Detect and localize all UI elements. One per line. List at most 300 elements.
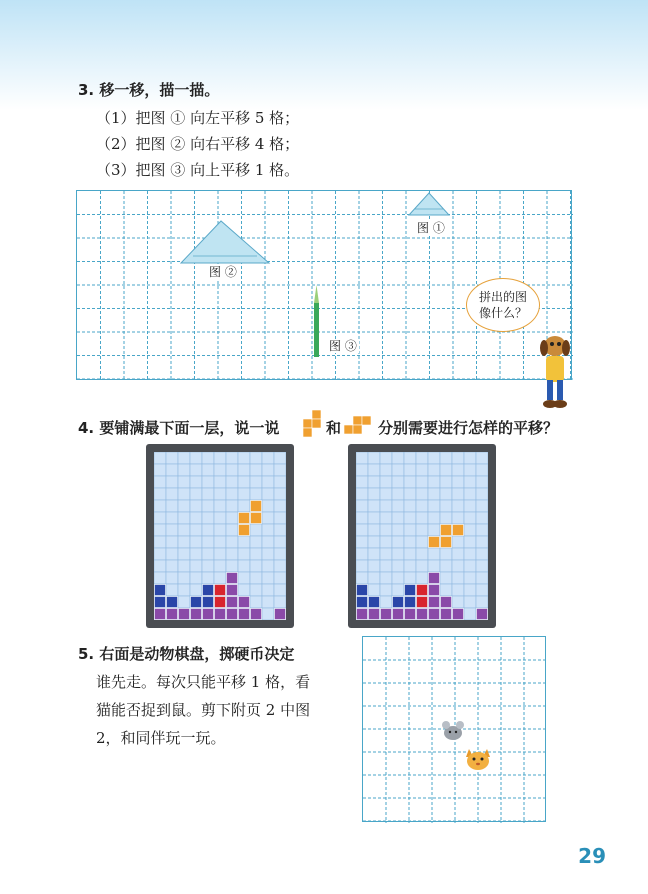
stacked-block <box>251 609 262 620</box>
board-cell <box>238 452 250 464</box>
board-cell <box>202 536 214 548</box>
board-cell <box>464 464 476 476</box>
board-cell <box>380 464 392 476</box>
stacked-block <box>381 609 392 620</box>
z-piece-icon <box>300 408 324 438</box>
stacked-block <box>203 609 214 620</box>
board-cell <box>166 572 178 584</box>
board-cell <box>178 536 190 548</box>
stacked-block <box>215 609 226 620</box>
board-cell <box>416 464 428 476</box>
board-cell <box>392 512 404 524</box>
speech-bubble <box>466 278 540 332</box>
stacked-block <box>429 597 440 608</box>
board-cell <box>226 500 238 512</box>
board-cell <box>416 548 428 560</box>
animal-board[interactable] <box>362 636 546 822</box>
board-cell <box>380 512 392 524</box>
board-cell <box>226 524 238 536</box>
figure-3-pen[interactable] <box>314 285 319 357</box>
board-cell <box>380 488 392 500</box>
board-cell <box>202 512 214 524</box>
board-cell <box>274 464 286 476</box>
board-cell <box>262 488 274 500</box>
board-cell <box>238 476 250 488</box>
board-cell <box>178 548 190 560</box>
board-cell <box>250 572 262 584</box>
board-cell <box>166 512 178 524</box>
falling-block <box>453 525 464 536</box>
stacked-block <box>405 609 416 620</box>
board-cell <box>392 476 404 488</box>
board-cell <box>202 464 214 476</box>
board-cell <box>356 536 368 548</box>
board-cell <box>416 524 428 536</box>
falling-block <box>251 513 262 524</box>
board-cell <box>464 500 476 512</box>
board-cell <box>202 524 214 536</box>
board-cell <box>190 452 202 464</box>
stacked-block <box>203 585 214 596</box>
board-cell <box>190 488 202 500</box>
q4-and: 和 <box>326 419 342 437</box>
board-cell <box>452 596 464 608</box>
stacked-block <box>227 573 238 584</box>
animal-board-lines <box>363 637 547 823</box>
board-cell <box>416 452 428 464</box>
board-cell <box>440 488 452 500</box>
board-cell <box>476 548 488 560</box>
stacked-block <box>227 585 238 596</box>
q5-line-4: 2，和同伴玩一玩。 <box>96 729 226 747</box>
stacked-block <box>155 585 166 596</box>
board-cell <box>464 512 476 524</box>
stacked-block <box>357 585 368 596</box>
board-cell <box>476 488 488 500</box>
board-cell <box>368 476 380 488</box>
board-cell <box>440 464 452 476</box>
q5-line-2: 谁先走。每次只能平移 1 格，看 <box>96 673 311 691</box>
board-cell <box>416 476 428 488</box>
board-cell <box>404 548 416 560</box>
board-cell <box>166 500 178 512</box>
board-cell <box>262 476 274 488</box>
stacked-block <box>227 609 238 620</box>
q3-heading: 3. 移一移，描一描。 <box>78 81 220 99</box>
board-cell <box>202 560 214 572</box>
board-cell <box>392 536 404 548</box>
board-cell <box>178 464 190 476</box>
board-cell <box>440 572 452 584</box>
board-cell <box>476 524 488 536</box>
board-cell <box>154 548 166 560</box>
board-cell <box>214 560 226 572</box>
falling-block <box>239 525 250 536</box>
board-cell <box>190 548 202 560</box>
board-cell <box>416 500 428 512</box>
board-cell <box>416 536 428 548</box>
board-cell <box>250 524 262 536</box>
board-cell <box>392 452 404 464</box>
stacked-block <box>203 597 214 608</box>
board-cell <box>476 536 488 548</box>
stacked-block <box>441 609 452 620</box>
board-cell <box>250 452 262 464</box>
board-cell <box>190 536 202 548</box>
board-cell <box>202 500 214 512</box>
board-cell <box>452 560 464 572</box>
board-cell <box>238 464 250 476</box>
stacked-block <box>429 585 440 596</box>
board-cell <box>154 524 166 536</box>
board-cell <box>380 572 392 584</box>
board-cell <box>428 452 440 464</box>
board-cell <box>214 452 226 464</box>
board-cell <box>440 584 452 596</box>
board-cell <box>238 536 250 548</box>
board-cell <box>452 572 464 584</box>
board-cell <box>368 548 380 560</box>
board-cell <box>190 560 202 572</box>
board-cell <box>416 512 428 524</box>
board-cell <box>380 536 392 548</box>
board-cell <box>178 452 190 464</box>
board-cell <box>476 560 488 572</box>
board-cell <box>404 488 416 500</box>
board-cell <box>416 572 428 584</box>
board-cell <box>428 488 440 500</box>
board-cell <box>368 584 380 596</box>
falling-block <box>441 537 452 548</box>
board-cell <box>250 560 262 572</box>
board-cell <box>356 452 368 464</box>
board-cell <box>154 572 166 584</box>
board-cell <box>404 512 416 524</box>
board-cell <box>154 512 166 524</box>
board-cell <box>214 572 226 584</box>
board-cell <box>464 596 476 608</box>
stacked-block <box>155 609 166 620</box>
board-cell <box>214 464 226 476</box>
q3-item-3: （3）把图 ③ 向上平移 1 格。 <box>96 161 300 179</box>
board-cell <box>178 488 190 500</box>
board-cell <box>380 524 392 536</box>
board-cell <box>404 476 416 488</box>
board-cell <box>238 560 250 572</box>
board-cell <box>274 500 286 512</box>
board-cell <box>392 488 404 500</box>
q4-prefix: 4. 要铺满最下面一层，说一说 <box>78 419 280 437</box>
stacked-block <box>357 597 368 608</box>
stacked-block <box>369 597 380 608</box>
board-cell <box>368 560 380 572</box>
stacked-block <box>239 609 250 620</box>
stacked-block <box>239 597 250 608</box>
board-cell <box>356 464 368 476</box>
board-cell <box>464 536 476 548</box>
board-cell <box>154 452 166 464</box>
stacked-block <box>227 597 238 608</box>
stacked-block <box>441 597 452 608</box>
board-cell <box>392 524 404 536</box>
board-cell <box>190 500 202 512</box>
board-cell <box>392 548 404 560</box>
board-cell <box>226 560 238 572</box>
board-cell <box>262 536 274 548</box>
board-cell <box>166 548 178 560</box>
board-cell <box>428 464 440 476</box>
board-cell <box>178 500 190 512</box>
board-cell <box>262 464 274 476</box>
stacked-block <box>417 585 428 596</box>
board-cell <box>356 524 368 536</box>
board-cell <box>440 548 452 560</box>
board-cell <box>178 584 190 596</box>
tetris-grid-left <box>154 452 286 620</box>
board-cell <box>274 452 286 464</box>
board-cell <box>368 500 380 512</box>
board-cell <box>404 464 416 476</box>
board-cell <box>404 536 416 548</box>
board-cell <box>392 464 404 476</box>
board-cell <box>452 464 464 476</box>
board-cell <box>250 584 262 596</box>
board-cell <box>380 560 392 572</box>
board-cell <box>464 524 476 536</box>
board-cell <box>368 488 380 500</box>
board-cell <box>356 488 368 500</box>
stacked-block <box>357 609 368 620</box>
board-cell <box>428 500 440 512</box>
q3-item-1: （1）把图 ① 向左平移 5 格； <box>96 109 300 127</box>
board-cell <box>428 476 440 488</box>
board-cell <box>202 488 214 500</box>
figure-1-triangle[interactable] <box>409 193 449 215</box>
board-cell <box>476 512 488 524</box>
stacked-block <box>405 585 416 596</box>
board-cell <box>214 548 226 560</box>
board-cell <box>392 500 404 512</box>
figure-3-label: 图 ③ <box>329 339 357 353</box>
board-cell <box>274 512 286 524</box>
board-cell <box>464 560 476 572</box>
board-cell <box>404 572 416 584</box>
stacked-block <box>155 597 166 608</box>
board-cell <box>226 452 238 464</box>
board-cell <box>250 536 262 548</box>
board-cell <box>202 452 214 464</box>
mouse-icon[interactable] <box>442 721 464 740</box>
q4-suffix: 分别需要进行怎样的平移？ <box>378 419 559 437</box>
board-cell <box>178 572 190 584</box>
board-cell <box>368 572 380 584</box>
board-cell <box>250 548 262 560</box>
board-cell <box>356 572 368 584</box>
tetris-grid-right <box>356 452 488 620</box>
bubble-line-1: 拼出的图 <box>478 290 527 304</box>
board-cell <box>154 464 166 476</box>
board-cell <box>202 548 214 560</box>
stacked-block <box>417 597 428 608</box>
board-cell <box>238 548 250 560</box>
board-cell <box>226 512 238 524</box>
board-cell <box>154 488 166 500</box>
stacked-block <box>167 609 178 620</box>
stacked-block <box>417 609 428 620</box>
board-cell <box>464 584 476 596</box>
board-cell <box>166 584 178 596</box>
board-cell <box>214 500 226 512</box>
board-cell <box>214 512 226 524</box>
board-cell <box>416 488 428 500</box>
board-cell <box>428 524 440 536</box>
board-cell <box>166 524 178 536</box>
dog-mascot-icon <box>530 332 580 412</box>
board-cell <box>274 488 286 500</box>
board-cell <box>368 536 380 548</box>
board-cell <box>166 476 178 488</box>
board-cell <box>464 488 476 500</box>
stacked-block <box>179 609 190 620</box>
board-cell <box>166 536 178 548</box>
board-cell <box>452 536 464 548</box>
board-cell <box>166 488 178 500</box>
board-cell <box>356 560 368 572</box>
stacked-block <box>275 609 286 620</box>
stacked-block <box>405 597 416 608</box>
board-cell <box>476 596 488 608</box>
board-cell <box>250 464 262 476</box>
figure-2-label: 图 ② <box>209 265 237 279</box>
stacked-block <box>215 597 226 608</box>
board-cell <box>178 476 190 488</box>
board-cell <box>356 476 368 488</box>
board-cell <box>262 584 274 596</box>
board-cell <box>214 536 226 548</box>
board-cell <box>226 548 238 560</box>
board-cell <box>262 572 274 584</box>
board-cell <box>404 452 416 464</box>
board-cell <box>368 464 380 476</box>
stacked-block <box>369 609 380 620</box>
board-cell <box>250 488 262 500</box>
bubble-line-2: 像什么？ <box>478 306 527 320</box>
board-cell <box>202 572 214 584</box>
board-cell <box>250 596 262 608</box>
board-cell <box>274 476 286 488</box>
board-cell <box>404 524 416 536</box>
falling-block <box>429 537 440 548</box>
board-cell <box>274 560 286 572</box>
board-cell <box>262 452 274 464</box>
s-piece-icon <box>342 414 374 436</box>
board-cell <box>476 452 488 464</box>
board-cell <box>154 500 166 512</box>
board-cell <box>464 476 476 488</box>
board-cell <box>416 560 428 572</box>
board-cell <box>404 500 416 512</box>
board-cell <box>380 452 392 464</box>
board-cell <box>464 452 476 464</box>
stacked-block <box>429 609 440 620</box>
board-cell <box>476 584 488 596</box>
board-cell <box>274 524 286 536</box>
board-cell <box>404 560 416 572</box>
stacked-block <box>453 609 464 620</box>
board-cell <box>440 512 452 524</box>
stacked-block <box>191 597 202 608</box>
board-cell <box>392 572 404 584</box>
board-cell <box>214 488 226 500</box>
cat-icon[interactable] <box>466 749 490 770</box>
board-cell <box>274 572 286 584</box>
board-cell <box>368 452 380 464</box>
board-cell <box>190 512 202 524</box>
board-cell <box>226 536 238 548</box>
board-cell <box>356 500 368 512</box>
q3-item-2: （2）把图 ② 向右平移 4 格； <box>96 135 300 153</box>
board-cell <box>464 572 476 584</box>
board-cell <box>440 560 452 572</box>
board-cell <box>380 548 392 560</box>
board-cell <box>380 500 392 512</box>
board-cell <box>452 476 464 488</box>
board-cell <box>428 560 440 572</box>
board-cell <box>452 512 464 524</box>
board-cell <box>452 488 464 500</box>
board-cell <box>226 488 238 500</box>
board-cell <box>190 584 202 596</box>
board-cell <box>178 596 190 608</box>
figure-1-label: 图 ① <box>417 221 445 235</box>
page-number: 29 <box>578 844 606 868</box>
board-cell <box>452 452 464 464</box>
board-cell <box>356 512 368 524</box>
board-cell <box>428 512 440 524</box>
board-cell <box>464 608 476 620</box>
board-cell <box>274 536 286 548</box>
board-cell <box>464 548 476 560</box>
board-cell <box>154 560 166 572</box>
board-cell <box>154 476 166 488</box>
board-cell <box>178 560 190 572</box>
board-cell <box>238 584 250 596</box>
board-cell <box>356 548 368 560</box>
board-cell <box>274 548 286 560</box>
board-cell <box>190 572 202 584</box>
board-cell <box>452 584 464 596</box>
board-cell <box>452 500 464 512</box>
board-cell <box>428 548 440 560</box>
board-cell <box>476 464 488 476</box>
board-cell <box>274 596 286 608</box>
board-cell <box>440 452 452 464</box>
board-cell <box>190 464 202 476</box>
board-cell <box>262 512 274 524</box>
stacked-block <box>429 573 440 584</box>
board-cell <box>274 584 286 596</box>
board-cell <box>238 572 250 584</box>
board-cell <box>190 476 202 488</box>
q5-line-1: 5. 右面是动物棋盘，掷硬币决定 <box>78 645 295 663</box>
stacked-block <box>477 609 488 620</box>
board-cell <box>262 500 274 512</box>
tetris-board-left <box>146 444 294 628</box>
board-cell <box>226 476 238 488</box>
board-cell <box>262 596 274 608</box>
board-cell <box>380 476 392 488</box>
falling-block <box>251 501 262 512</box>
